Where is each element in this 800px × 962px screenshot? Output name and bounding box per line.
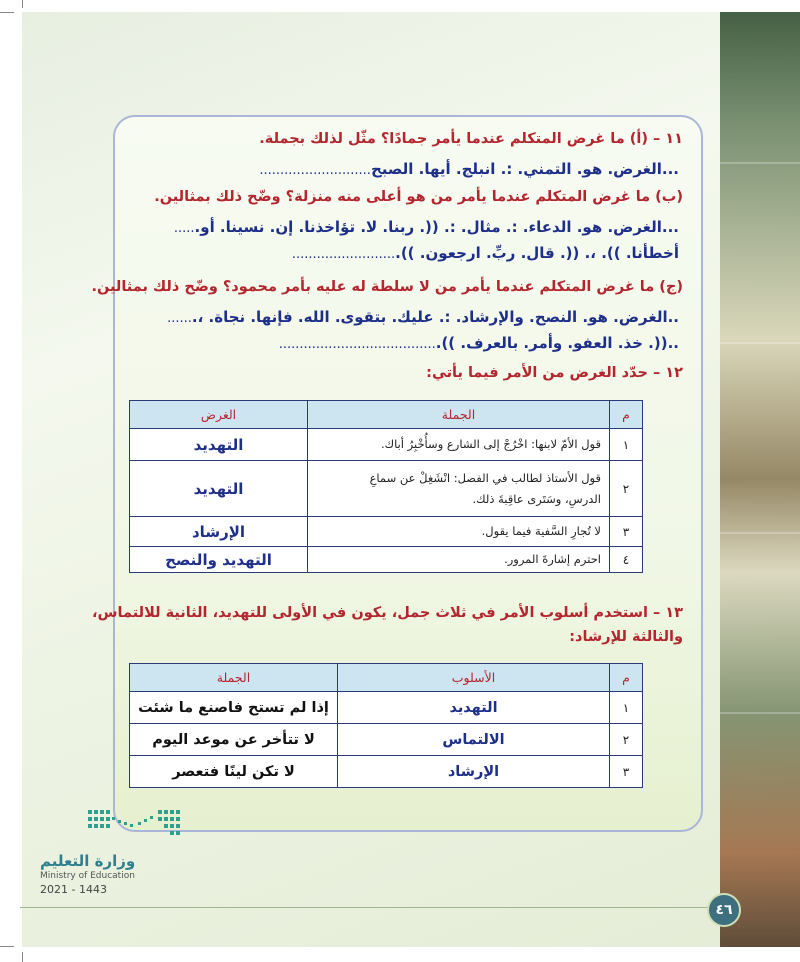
row-sentence: إذا لم تستح فاصنع ما شئت: [130, 692, 338, 724]
q11c-answer-line-1: [167, 307, 679, 326]
row-style: التهديد: [338, 692, 610, 724]
row-num: ١: [610, 429, 643, 461]
footer-divider: [20, 907, 712, 908]
row-num: ٣: [610, 517, 643, 547]
q11c-answer-1: ..الغرض. هو. النصح. والإرشاد. :. عليك. بتقوى. الله. فإنها. نجاة. ،.: [191, 308, 679, 326]
q12-table: [129, 400, 643, 573]
crop-mark: [0, 12, 14, 13]
row-num: ١: [610, 692, 643, 724]
q11b-answer-line-2: [292, 243, 679, 262]
q11a-answer-line: [259, 159, 679, 178]
decorative-side-photo: [720, 12, 800, 947]
ministry-name-english: Ministry of Education: [40, 871, 135, 881]
q11b-dots-1: .....: [173, 221, 195, 236]
row-sentence: لا تتأخر عن موعد اليوم: [130, 724, 338, 756]
table-row: [130, 517, 643, 547]
q13-title-line-1: ١٣ – استخدم أسلوب الأمر في ثلاث جمل، يكون في الأولى للتهديد، الثانية للالتماس،: [92, 605, 683, 621]
row-purpose: التهديد والنصح: [130, 547, 308, 573]
crop-mark: [22, 0, 23, 8]
q11c-answer-line-2: [279, 333, 679, 352]
row-num: ٢: [610, 724, 643, 756]
row-num: ٤: [610, 547, 643, 573]
exercise-panel: [91, 115, 703, 832]
q11b-answer-line-1: [174, 217, 679, 236]
q11b-dots-2: .........................: [291, 247, 396, 262]
row-style: الالتماس: [338, 724, 610, 756]
q11b-answer-1: ...الغرض. هو. الدعاء. :. مثال. :. ((. ربنا. لا. تؤاخذنا. إن. نسينا. أو.: [194, 218, 679, 236]
q11c-dots-2: ......................................: [278, 337, 436, 352]
table-header-row: [130, 401, 643, 429]
page-number-badge: ٤٦: [707, 893, 741, 927]
q13-table: [129, 663, 643, 788]
table-header-row: [130, 664, 643, 692]
row-purpose: التهديد: [130, 429, 308, 461]
table-row: [130, 756, 643, 788]
ministry-logo-icon: [88, 806, 183, 840]
row-sentence-line-1: قول الأستاذ لطالب في الفصل: انْشَغِلْ عن سماعِ: [369, 470, 601, 485]
row-sentence-line-2: الدرسِ، وسَتَرى عاقِبةَ ذلك.: [472, 491, 601, 506]
edition-year: 2021 - 1443: [40, 883, 107, 896]
header-sentence: الجملة: [130, 664, 338, 692]
row-num: ٣: [610, 756, 643, 788]
row-sentence: قول الأمّ لابنها: اخْرُجْ إلى الشارع وسأُخْبِرُ أباك.: [308, 429, 610, 461]
header-style: الأسلوب: [338, 664, 610, 692]
table-row: [130, 724, 643, 756]
q11a-answer: ...الغرض. هو. التمني. :. انبلج. أيها. الصبح: [370, 160, 679, 178]
row-num: ٢: [610, 461, 643, 517]
table-row: [130, 547, 643, 573]
row-sentence: احترم إشارةَ المرور.: [308, 547, 610, 573]
q11c-dots-1: ......: [167, 311, 192, 326]
q11b-question: (ب) ما غرض المتكلم عندما يأمر من هو أعلى منه منزلة؟ وضّح ذلك بمثالين.: [154, 189, 683, 205]
q13-title-line-2: والثالثة للإرشاد:: [569, 629, 683, 645]
q11c-answer-2: ..((. خذ. العفو. وأمر. بالعرف. )).: [435, 334, 679, 352]
table-row: [130, 429, 643, 461]
header-purpose: الغرض: [130, 401, 308, 429]
row-sentence: لا تكن لينًا فتعصر: [130, 756, 338, 788]
q11a-dots: ...........................: [259, 163, 371, 178]
table-row: [130, 692, 643, 724]
row-style: الإرشاد: [338, 756, 610, 788]
ministry-name-arabic: وزارة التعليم: [40, 852, 136, 870]
header-num: م: [610, 401, 643, 429]
row-purpose: الإرشاد: [130, 517, 308, 547]
crop-mark: [22, 952, 23, 962]
header-num: م: [610, 664, 643, 692]
q11c-question: (ج) ما غرض المتكلم عندما يأمر من لا سلطة له عليه بأمر محمود؟ وضّح ذلك بمثالين.: [91, 279, 683, 295]
q12-title: ١٢ – حدّد الغرض من الأمر فيما يأتي:: [426, 365, 683, 381]
q11b-answer-2: أخطأنا. )). ،. ((. قال. ربِّ. ارجعون. )).: [395, 244, 679, 262]
row-sentence: [308, 461, 610, 517]
table-row: [130, 461, 643, 517]
header-sentence: الجملة: [308, 401, 610, 429]
q11a-question: ١١ – (أ) ما غرض المتكلم عندما يأمر جمادًا؟ مثّل لذلك بجملة.: [259, 131, 683, 147]
row-purpose: التهديد: [130, 461, 308, 517]
row-sentence: لا تُجارِ السَّفيهَ فيما يقول.: [308, 517, 610, 547]
crop-mark: [0, 946, 14, 947]
